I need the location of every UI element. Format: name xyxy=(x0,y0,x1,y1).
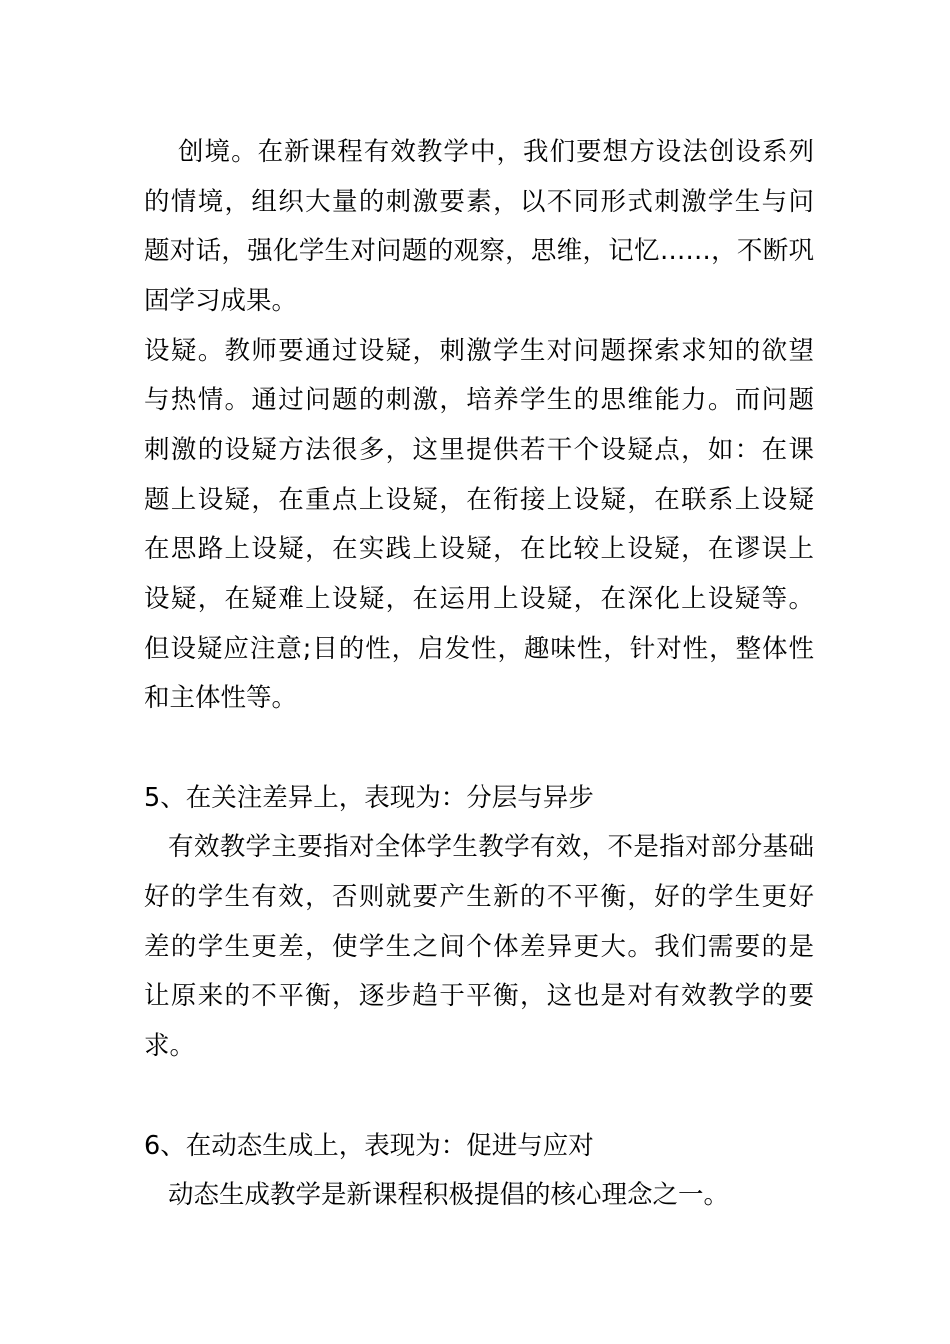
text-line: 和主体性等。 xyxy=(144,683,298,713)
text-line: 在思路上设疑，在实践上设疑，在比较上设疑，在谬误上 xyxy=(144,534,814,564)
section-heading: 6、在动态生成上，表现为：促进与应对 xyxy=(144,1131,594,1161)
text-line: 让原来的不平衡，逐步趋于平衡，这也是对有效教学的要 xyxy=(144,981,814,1011)
text-line: 有效教学主要指对全体学生教学有效，不是指对部分基础 xyxy=(168,832,814,862)
text-line: 好的学生有效，否则就要产生新的不平衡，好的学生更好 xyxy=(144,882,814,912)
text-line: 动态生成教学是新课程积极提倡的核心理念之一。 xyxy=(168,1180,730,1210)
text-line: 固学习成果。 xyxy=(144,286,298,316)
section-heading: 5、在关注差异上，表现为：分层与异步 xyxy=(144,783,594,813)
text-line: 题对话，强化学生对问题的观察，思维，记忆……，不断巩 xyxy=(144,236,814,266)
text-line: 刺激的设疑方法很多，这里提供若干个设疑点，如：在课 xyxy=(144,435,814,465)
text-line: 的情境，组织大量的刺激要素，以不同形式刺激学生与问 xyxy=(144,187,814,217)
text-line: 设疑。教师要通过设疑，刺激学生对问题探索求知的欲望 xyxy=(144,336,814,366)
text-line: 与热情。通过问题的刺激，培养学生的思维能力。而问题 xyxy=(144,385,814,415)
text-line: 但设疑应注意;目的性，启发性，趣味性，针对性，整体性 xyxy=(144,634,814,664)
text-line: 求。 xyxy=(144,1031,196,1061)
text-line: 创境。在新课程有效教学中，我们要想方设法创设系列 xyxy=(178,137,814,167)
text-line: 设疑，在疑难上设疑，在运用上设疑，在深化上设疑等。 xyxy=(144,584,814,614)
text-line: 差的学生更差，使学生之间个体差异更大。我们需要的是 xyxy=(144,932,814,962)
text-line: 题上设疑，在重点上设疑，在衔接上设疑，在联系上设疑 xyxy=(144,485,814,515)
